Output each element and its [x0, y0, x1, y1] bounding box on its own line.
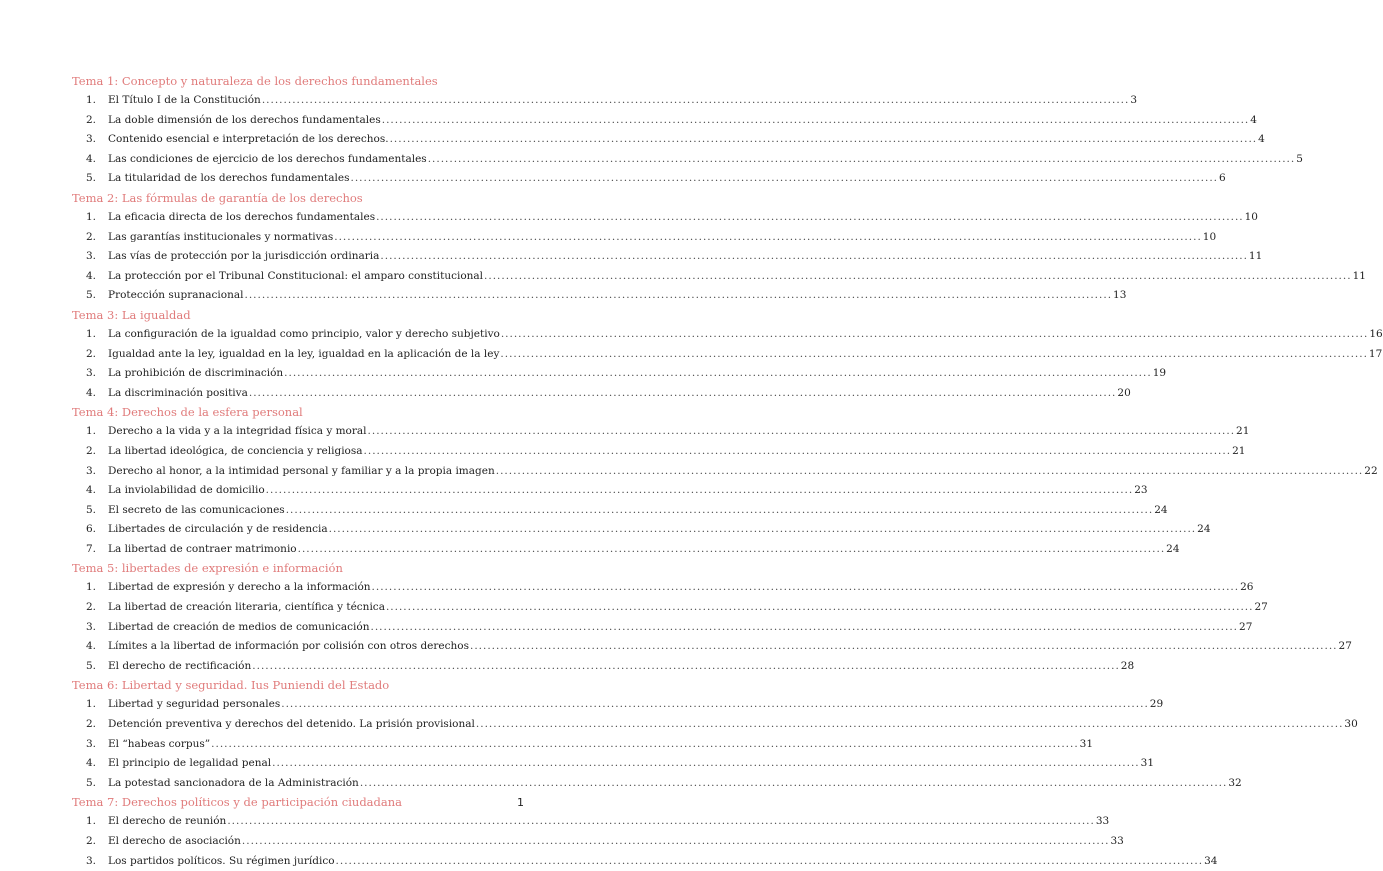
dot-leader: ........................................................................................................................................................................................................ — [241, 835, 1110, 847]
entry-number: 1. — [86, 698, 97, 711]
entry-number: 2. — [86, 230, 97, 243]
entry-title: La libertad de creación literaria, científica y técnica — [108, 601, 385, 614]
entry-page-number: 31 — [1140, 757, 1155, 770]
entry-page-number: 27 — [1254, 601, 1268, 614]
toc-entry[interactable] — [86, 812, 1110, 832]
toc-entry[interactable] — [86, 286, 1127, 306]
dot-leader: ........................................................................................................................................................................................................ — [484, 269, 1352, 282]
toc-entry[interactable] — [86, 540, 1180, 560]
entry-number: 4. — [86, 757, 97, 770]
entry-title: Las condiciones de ejercicio de los derechos fundamentales — [108, 152, 427, 165]
entry-title: El derecho de reunión — [108, 815, 227, 828]
entry-number: 2. — [86, 601, 97, 614]
entry-page-number: 10 — [1202, 230, 1217, 243]
entry-page-number: 6 — [1219, 172, 1226, 185]
toc-entry[interactable] — [86, 442, 1246, 462]
entry-page-number: 32 — [1228, 776, 1242, 789]
entry-page-number: 11 — [1352, 269, 1366, 282]
entry-page-number: 24 — [1197, 523, 1211, 536]
toc-entry[interactable] — [86, 520, 1211, 540]
entry-number: 3. — [86, 367, 97, 380]
toc-entry[interactable] — [86, 150, 1303, 170]
entry-page-number: 11 — [1248, 250, 1263, 263]
entry-page-number: 24 — [1154, 503, 1168, 516]
entry-title: La libertad ideológica, de conciencia y religiosa — [108, 444, 363, 457]
entry-number: 1. — [86, 94, 97, 106]
entry-title: La protección por el Tribunal Constitucional: el amparo constitucional — [108, 269, 484, 282]
entry-title: El Título I de la Constitución — [108, 94, 261, 106]
toc-entry[interactable] — [86, 247, 1263, 267]
toc-entry[interactable] — [86, 598, 1268, 618]
toc-entry[interactable] — [86, 462, 1378, 482]
entry-number: 2. — [86, 347, 97, 360]
dot-leader: ........................................................................................................................................................................................................ — [380, 250, 1248, 263]
entry-number: 3. — [86, 620, 97, 633]
entry-number: 2. — [86, 444, 97, 457]
toc-entry[interactable] — [86, 735, 1094, 755]
entry-title: La potestad sancionadora de la Administración — [108, 776, 359, 789]
dot-leader: ........................................................................................................................................................................................................ — [261, 94, 1130, 106]
table-of-contents — [72, 72, 1383, 871]
entry-title: La prohibición de discriminación — [108, 367, 284, 380]
page-number: 1 — [517, 796, 524, 809]
entry-title: La inviolabilidad de domicilio — [108, 484, 265, 497]
dot-leader: ........................................................................................................................................................................................................ — [297, 542, 1166, 555]
toc-entry[interactable] — [86, 852, 1218, 871]
entry-page-number: 10 — [1244, 210, 1258, 223]
entry-page-number: 26 — [1240, 581, 1254, 594]
entry-page-number: 3 — [1130, 94, 1138, 106]
entry-title: Derecho al honor, a la intimidad personal y familiar y a la propia imagen — [108, 464, 495, 477]
dot-leader: ........................................................................................................................................................................................................ — [284, 367, 1152, 380]
entry-page-number: 20 — [1117, 386, 1131, 399]
dot-leader: ........................................................................................................................................................................................................ — [363, 444, 1232, 457]
toc-entry[interactable] — [86, 578, 1254, 598]
entry-number: 3. — [86, 854, 97, 867]
entry-number: 1. — [86, 210, 97, 223]
toc-entry[interactable] — [86, 657, 1135, 677]
dot-leader: ........................................................................................................................................................................................................ — [367, 425, 1236, 438]
toc-entry[interactable] — [86, 169, 1226, 189]
entry-title: El principio de legalidad penal — [108, 757, 272, 770]
entry-title: La libertad de contraer matrimonio — [108, 542, 297, 555]
toc-entry[interactable] — [86, 267, 1366, 287]
toc-entry[interactable] — [86, 422, 1250, 442]
dot-leader: ........................................................................................................................................................................................................ — [371, 581, 1240, 594]
entry-title: Límites a la libertad de información por colisión con otros derechos — [108, 640, 469, 653]
section-heading[interactable]: Tema 2: Las fórmulas de garantía de los derechos — [72, 190, 363, 205]
entry-page-number: 31 — [1079, 737, 1094, 750]
toc-entry[interactable] — [86, 228, 1217, 248]
entry-number: 5. — [86, 289, 97, 302]
entry-title: La configuración de la igualdad como principio, valor y derecho subjetivo — [108, 327, 500, 340]
entry-title: Detención preventiva y derechos del detenido. La prisión provisional — [108, 718, 475, 731]
entry-title: La doble dimensión de los derechos fundamentales — [108, 113, 381, 126]
entry-title: Libertad y seguridad personales — [108, 698, 281, 711]
dot-leader: ........................................................................................................................................................................................................ — [495, 464, 1364, 477]
dot-leader: ........................................................................................................................................................................................................ — [265, 484, 1134, 497]
toc-entry[interactable] — [86, 501, 1168, 521]
section-heading[interactable]: Tema 4: Derechos de la esfera personal — [72, 405, 303, 420]
dot-leader: ........................................................................................................................................................................................................ — [244, 289, 1113, 302]
entry-page-number: 4 — [1258, 133, 1265, 146]
dot-leader: ........................................................................................................................................................................................................ — [335, 854, 1204, 867]
section-heading[interactable]: Tema 7: Derechos políticos y de participación ciudadana — [72, 795, 403, 810]
dot-leader: ........................................................................................................................................................................................................ — [385, 601, 1254, 614]
entry-title: Libertad de expresión y derecho a la información — [108, 581, 371, 594]
entry-page-number: 34 — [1204, 854, 1218, 867]
entry-number: 4. — [86, 484, 97, 497]
dot-leader: ........................................................................................................................................................................................................ — [252, 659, 1120, 672]
entry-page-number: 24 — [1166, 542, 1180, 555]
entry-number: 3. — [86, 250, 97, 263]
entry-page-number: 16 — [1369, 327, 1383, 340]
dot-leader: ........................................................................................................................................................................................................ — [350, 172, 1219, 185]
entry-number: 5. — [86, 776, 97, 789]
section-heading[interactable]: Tema 5: libertades de expresión e información — [72, 561, 343, 576]
entry-number: 5. — [86, 172, 97, 185]
dot-leader: ........................................................................................................................................................................................................ — [389, 133, 1258, 146]
entry-title: La eficacia directa de los derechos fundamentales — [108, 210, 376, 223]
entry-title: El secreto de las comunicaciones — [108, 503, 285, 516]
entry-number: 4. — [86, 269, 97, 282]
dot-leader: ........................................................................................................................................................................................................ — [370, 620, 1239, 633]
entry-number: 4. — [86, 152, 97, 165]
entry-title: El derecho de rectificación — [108, 659, 252, 672]
entry-title: Las vías de protección por la jurisdicción ordinaria — [108, 250, 380, 263]
entry-number: 2. — [86, 718, 97, 731]
entry-number: 4. — [86, 386, 97, 399]
toc-entry[interactable] — [86, 130, 1265, 150]
entry-title: Contenido esencial e interpretación de los derechos. — [108, 133, 389, 146]
toc-entry[interactable] — [86, 618, 1253, 638]
toc-entry[interactable] — [86, 111, 1257, 131]
entry-number: 5. — [86, 659, 97, 672]
entry-number: 2. — [86, 835, 97, 847]
entry-number: 4. — [86, 640, 97, 653]
entry-page-number: 22 — [1364, 464, 1378, 477]
entry-page-number: 27 — [1338, 640, 1352, 653]
toc-entry[interactable] — [86, 91, 1138, 111]
entry-page-number: 19 — [1152, 367, 1167, 380]
entry-number: 5. — [86, 503, 97, 516]
dot-leader: ........................................................................................................................................................................................................ — [475, 718, 1344, 731]
entry-number: 2. — [86, 113, 97, 126]
entry-title: Libertades de circulación y de residencia — [108, 523, 328, 536]
entry-number: 1. — [86, 327, 97, 340]
toc-entry[interactable] — [86, 364, 1167, 384]
entry-page-number: 29 — [1149, 698, 1164, 711]
entry-number: 3. — [86, 133, 97, 146]
toc-entry[interactable] — [86, 208, 1258, 228]
entry-page-number: 4 — [1250, 113, 1257, 126]
entry-title: El derecho de asociación — [108, 835, 241, 847]
section-heading[interactable]: Tema 1: Concepto y naturaleza de los derechos fundamentales — [72, 74, 438, 88]
toc-entry[interactable] — [86, 774, 1242, 794]
dot-leader: ........................................................................................................................................................................................................ — [427, 152, 1296, 165]
entry-number: 3. — [86, 737, 97, 750]
toc-entry[interactable] — [86, 345, 1383, 365]
entry-number: 1. — [86, 425, 97, 438]
dot-leader: ........................................................................................................................................................................................................ — [359, 776, 1228, 789]
entry-number: 6. — [86, 523, 97, 536]
entry-number: 1. — [86, 581, 97, 594]
entry-page-number: 33 — [1110, 835, 1124, 847]
dot-leader: ........................................................................................................................................................................................................ — [381, 113, 1250, 126]
entry-title: El “habeas corpus” — [108, 737, 211, 750]
entry-title: Protección supranacional — [108, 289, 244, 302]
toc-entry[interactable] — [86, 832, 1124, 852]
toc-entry[interactable] — [86, 325, 1383, 345]
entry-page-number: 17 — [1368, 347, 1383, 360]
entry-page-number: 30 — [1344, 718, 1358, 731]
dot-leader: ........................................................................................................................................................................................................ — [328, 523, 1197, 536]
entry-number: 7. — [86, 542, 97, 555]
entry-page-number: 27 — [1239, 620, 1253, 633]
dot-leader: ........................................................................................................................................................................................................ — [248, 386, 1117, 399]
entry-title: Los partidos políticos. Su régimen jurídico — [108, 854, 335, 867]
entry-title: Derecho a la vida y a la integridad física y moral — [108, 425, 367, 438]
entry-title: Libertad de creación de medios de comunicación — [108, 620, 370, 633]
entry-page-number: 5 — [1296, 152, 1303, 165]
section-heading[interactable]: Tema 6: Libertad y seguridad. Ius Puniendi del Estado — [72, 678, 390, 693]
entry-page-number: 23 — [1134, 484, 1148, 497]
entry-number: 3. — [86, 464, 97, 477]
dot-leader: ........................................................................................................................................................................................................ — [281, 698, 1149, 711]
toc-entry[interactable] — [86, 481, 1148, 501]
entry-number: 1. — [86, 815, 97, 828]
entry-page-number: 13 — [1113, 289, 1127, 302]
entry-title: La discriminación positiva — [108, 386, 248, 399]
toc-entry[interactable] — [86, 637, 1352, 657]
dot-leader: ........................................................................................................................................................................................................ — [376, 210, 1244, 223]
entry-page-number: 21 — [1232, 444, 1246, 457]
dot-leader: ........................................................................................................................................................................................................ — [500, 327, 1369, 340]
toc-entry[interactable] — [86, 715, 1358, 735]
toc-entry[interactable] — [86, 754, 1155, 774]
dot-leader: ........................................................................................................................................................................................................ — [227, 815, 1095, 828]
entry-title: La titularidad de los derechos fundamentales — [108, 172, 350, 185]
dot-leader: ........................................................................................................................................................................................................ — [285, 503, 1154, 516]
entry-page-number: 33 — [1095, 815, 1110, 828]
toc-entry[interactable] — [86, 384, 1131, 404]
entry-title: Igualdad ante la ley, igualdad en la ley, igualdad en la aplicación de la ley — [108, 347, 500, 360]
entry-title: Las garantías institucionales y normativas — [108, 230, 334, 243]
entry-page-number: 28 — [1120, 659, 1135, 672]
entry-page-number: 21 — [1236, 425, 1250, 438]
dot-leader: ........................................................................................................................................................................................................ — [334, 230, 1202, 243]
section-heading[interactable]: Tema 3: La igualdad — [72, 307, 191, 322]
dot-leader: ........................................................................................................................................................................................................ — [500, 347, 1368, 360]
dot-leader: ........................................................................................................................................................................................................ — [469, 640, 1338, 653]
toc-entry[interactable] — [86, 695, 1164, 715]
dot-leader: ........................................................................................................................................................................................................ — [272, 757, 1140, 770]
dot-leader: ........................................................................................................................................................................................................ — [211, 737, 1079, 750]
